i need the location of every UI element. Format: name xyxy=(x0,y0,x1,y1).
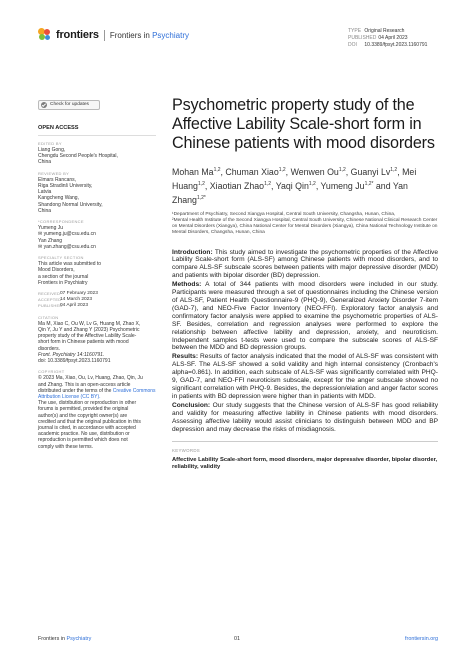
reviewed-by-heading: REVIEWED BY xyxy=(38,170,70,176)
meta-key: TYPE xyxy=(348,28,362,34)
author-affiliation-mark: 1,2 xyxy=(197,180,205,187)
check-for-updates-label: Check for updates xyxy=(50,101,89,107)
citation-line: property study of the Affective Lability Scale- xyxy=(38,333,137,340)
copyright-line: © 2023 Ma, Xiao, Ou, Lv, Huang, Zhao, Qin, Ju xyxy=(38,375,143,382)
author-name[interactable]: Chuman Xiao xyxy=(225,166,279,177)
citation-line: Ma M, Xiao C, Ou W, Lv G, Huang M, Zhao X, xyxy=(38,320,141,327)
author-name[interactable]: Yumeng Ju xyxy=(320,180,365,191)
doi-link[interactable]: 10.3389/fpsyt.2023.1160791 xyxy=(364,41,428,48)
copyright-line xyxy=(38,388,156,400)
author-name[interactable]: Xiaotian Zhao xyxy=(209,180,265,191)
meta-value: 04 April 2023 xyxy=(378,34,408,41)
section-label: Results: xyxy=(172,353,199,361)
divider xyxy=(172,441,438,442)
section-label: Introduction: xyxy=(172,248,213,256)
page-header xyxy=(38,28,438,58)
copyright-line: author(s) and the copyright owner(s) are xyxy=(38,412,128,419)
copyright-line: The use, distribution or reproduction in other xyxy=(38,400,137,407)
citation-line: disorders. xyxy=(38,345,60,352)
author-affiliation-mark: 1,2 xyxy=(213,167,221,173)
author-separator: and xyxy=(373,180,393,191)
author-separator: , xyxy=(315,180,321,191)
copyright-line: comply with these terms. xyxy=(38,443,94,450)
author-separator: , xyxy=(345,166,351,177)
author-separator: , xyxy=(271,180,276,191)
correspondence-heading: *CORRESPONDENCE xyxy=(38,218,84,224)
frontiers-logo[interactable] xyxy=(38,28,189,42)
copyright-line: academic practice. No use, distribution or xyxy=(38,431,130,438)
reviewer-line: Kangcheng Wang, xyxy=(38,195,79,202)
author-name[interactable]: Guanyi Lv xyxy=(350,166,391,177)
specialty-text xyxy=(38,261,156,286)
article-main xyxy=(172,96,438,471)
journal-name[interactable] xyxy=(110,31,189,40)
edited-by-heading: EDITED BY xyxy=(38,140,62,146)
section-label: Methods: xyxy=(172,281,202,289)
logo-dot-blue xyxy=(45,35,50,40)
meta-key: DOI xyxy=(348,41,357,48)
meta-row-doi xyxy=(348,42,427,49)
affiliation-line: ²Mental Health Institute of the Second Xiangya Hospital, Central South University, Chinese National Clinical Research Center on Mental Disorders (Xiangya), China National Center for Mental Disorders (Xiangya), China National Technology Institute on Mental Disorders, Changsha, Hunan, China xyxy=(172,217,438,236)
specialty-heading: SPECIALTY SECTION xyxy=(38,254,84,260)
article-meta xyxy=(348,28,427,48)
author-name[interactable]: Yaqi Qin xyxy=(275,180,309,191)
abstract-results xyxy=(172,353,438,400)
correspondent-name: Yumeng Ju xyxy=(38,225,64,232)
reviewer-line: Elmars Rancans, xyxy=(38,176,77,183)
author-name[interactable]: Mohan Ma xyxy=(172,166,214,177)
article-sidebar xyxy=(38,100,156,450)
copyright-line-text: distributed under the terms of the xyxy=(38,387,113,394)
journal-field: Psychiatry xyxy=(152,30,189,40)
section-text: Our study suggests that the Chinese version of ALS-SF has good reliability and validity for measuring affective lability in Chinese patients with mood disorders. Assessing affective lability would assist clinicians to distinguish between MDD and BP depression and may decrease the risks of misdiagnosis. xyxy=(172,401,438,433)
footer-journal[interactable] xyxy=(38,636,91,642)
article-title: Psychometric property study of the Affective Lability Scale-short form in Chinese patients with mood disorders xyxy=(172,96,435,152)
specialty-line: Mood Disorders, xyxy=(38,267,75,274)
editor-line: China xyxy=(38,159,52,166)
divider xyxy=(38,135,156,136)
meta-row-published xyxy=(348,35,427,42)
author-affiliation-mark: 1,2 xyxy=(264,180,272,187)
license-link[interactable]: Creative Commons Attribution License (CC BY). xyxy=(38,387,156,401)
reviewer-line: China xyxy=(38,207,52,214)
author-affiliation-mark: 1,2 xyxy=(278,167,286,173)
author-affiliation-mark: 1,2 xyxy=(390,167,398,173)
reviewer-line: Riga Stradinš University, xyxy=(38,182,93,189)
citation-line: Qin Y, Ju Y and Zhang Y (2023) Psychometric xyxy=(38,326,140,333)
keywords-heading: KEYWORDS xyxy=(172,447,201,453)
journal-prefix: Frontiers in xyxy=(109,30,150,40)
copyright-line: journal is cited, in accordance with accepted xyxy=(38,425,136,432)
email-link[interactable]: ✉ yan.zhang@csu.edu.cn xyxy=(38,243,96,250)
author-affiliation-mark: 1,2* xyxy=(196,194,206,201)
logo-divider xyxy=(104,30,105,41)
citation-line: Front. Psychiatry 14:1160791. xyxy=(38,351,105,358)
reviewed-by-text xyxy=(38,177,156,214)
correspondent-name: Yan Zhang xyxy=(38,237,63,244)
specialty-line: This article was submitted to xyxy=(38,261,102,268)
abstract-methods xyxy=(172,281,438,352)
author-separator: , xyxy=(285,166,291,177)
page-number: 01 xyxy=(234,636,240,642)
date-value: 04 April 2023 xyxy=(60,303,89,309)
copyright-line: and Zhang. This is an open-access article xyxy=(38,381,131,388)
section-label: Conclusion: xyxy=(172,401,211,409)
author-list xyxy=(172,164,438,206)
reviewer-line: Shandong Normal University, xyxy=(38,201,103,208)
date-value: 14 March 2023 xyxy=(60,297,92,303)
copyright-line: reproduction is permitted which does not xyxy=(38,437,128,444)
author-name[interactable]: Yan Zhang xyxy=(172,180,408,205)
brand-name: frontiers xyxy=(56,29,99,41)
abstract-introduction xyxy=(172,249,438,281)
author-name[interactable]: Wenwen Ou xyxy=(290,166,339,177)
abstract-conclusion xyxy=(172,402,438,434)
keywords-list: Affective Lability Scale-short form, mood disorders, major depressive disorder, bipolar disorder, reliability, validity xyxy=(172,456,438,470)
author-separator: , xyxy=(220,166,226,177)
meta-value: Original Research xyxy=(364,28,405,34)
section-text: A total of 344 patients with mood disorders were included in our study. Participants were measured through a set of questionnaires including the Chinese version of ALS-SF, Patient Health Questionnaire-9 (PHQ-9), Generalized Anxiety Disorder 7-item (GAD-7), and NEO-Five Factor Inventory (NEO-FFI). Exploratory factor analysis and confirmatory factor analysis were applied to examine the psychometric properties of ALS-SF. Besides, correlation and regression analyses were performed to explore the relationship between affective lability and depression, anxiety, and neuroticism. Independent samples t-tests were used to compare the subscale scores of ALS-SF between the MDD and BD depression groups. xyxy=(172,281,438,352)
section-text: This study aimed to investigate the psychometric properties of the Affective Lability Scale-short form (ALS-SF) among Chinese patients with mood disorders, and to compare ALS-SF subscale scores between patients with major depressive disorder (MDD) and patients with bipolar disorder (BD) depression. xyxy=(172,248,438,280)
affiliations xyxy=(172,212,438,237)
copyright-heading: COPYRIGHT xyxy=(38,369,65,375)
author-affiliation-mark: 1,2 xyxy=(308,180,316,187)
meta-row-type xyxy=(348,28,427,35)
editor-line: Liang Gong, xyxy=(38,146,66,153)
author-separator: , xyxy=(204,180,210,191)
citation-heading: CITATION xyxy=(38,314,59,320)
author-affiliation-mark: 1,2* xyxy=(364,180,374,187)
edited-by-text xyxy=(38,147,156,166)
abstract xyxy=(172,249,438,434)
check-circle-icon xyxy=(41,102,47,108)
author-affiliation-mark: 1,2 xyxy=(338,167,346,173)
frontiers-logo-icon xyxy=(38,28,52,42)
site-link[interactable]: frontiersin.org xyxy=(405,636,438,642)
specialty-line: a section of the journal xyxy=(38,273,89,280)
open-access-label: OPEN ACCESS xyxy=(38,125,79,131)
date-value: 07 February 2023 xyxy=(60,290,98,296)
email-link[interactable]: ✉ yumeng.ju@csu.edu.cn xyxy=(38,231,96,238)
editor-line: Chengdu Second People's Hospital, xyxy=(38,153,118,160)
date-row xyxy=(38,303,156,309)
copyright-line: forums is permitted, provided the original xyxy=(38,406,129,413)
footer-journal-prefix: Frontiers in xyxy=(38,636,65,642)
affiliation-line: ¹Department of Psychiatry, Second Xiangya Hospital, Central South University, Changsha, Hunan, China, xyxy=(172,211,396,217)
section-text: Results of factor analysis indicated that the model of ALS-SF was consistent with ALS-SF. The ALS-SF showed a solid validity and high internal consistency (Cronbach's alpha=0.861). In addition, each subscale of ALS-SF was significantly correlated with PHQ-9, GAD-7, and NEO-FFI neuroticism subscale, except for the anger subscale showed no significant correlation with PHQ-9. Besides, the depression/elation and anger factor scores in patients with BD depression were higher than in patients with MDD. xyxy=(172,353,438,400)
reviewer-line: Latvia xyxy=(38,189,52,196)
meta-key: PUBLISHED xyxy=(348,34,377,41)
citation-line: short form in Chinese patients with mood xyxy=(38,339,129,346)
check-for-updates-button[interactable] xyxy=(38,100,100,110)
date-key: PUBLISHED xyxy=(38,303,63,309)
copyright-line: credited and that the original publication in this xyxy=(38,418,141,425)
citation-text xyxy=(38,321,156,364)
dates-block xyxy=(38,291,156,310)
date-key: ACCEPTED xyxy=(38,297,62,303)
specialty-line: Frontiers in Psychiatry xyxy=(38,279,88,286)
author-separator: , xyxy=(397,166,403,177)
date-key: RECEIVED xyxy=(38,290,61,296)
footer-journal-field: Psychiatry xyxy=(66,636,92,642)
correspondence-text xyxy=(38,225,156,250)
copyright-text xyxy=(38,375,156,449)
citation-doi[interactable]: doi: 10.3389/fpsyt.2023.1160791 xyxy=(38,358,111,364)
author-name[interactable]: Mei Huang xyxy=(172,166,417,191)
